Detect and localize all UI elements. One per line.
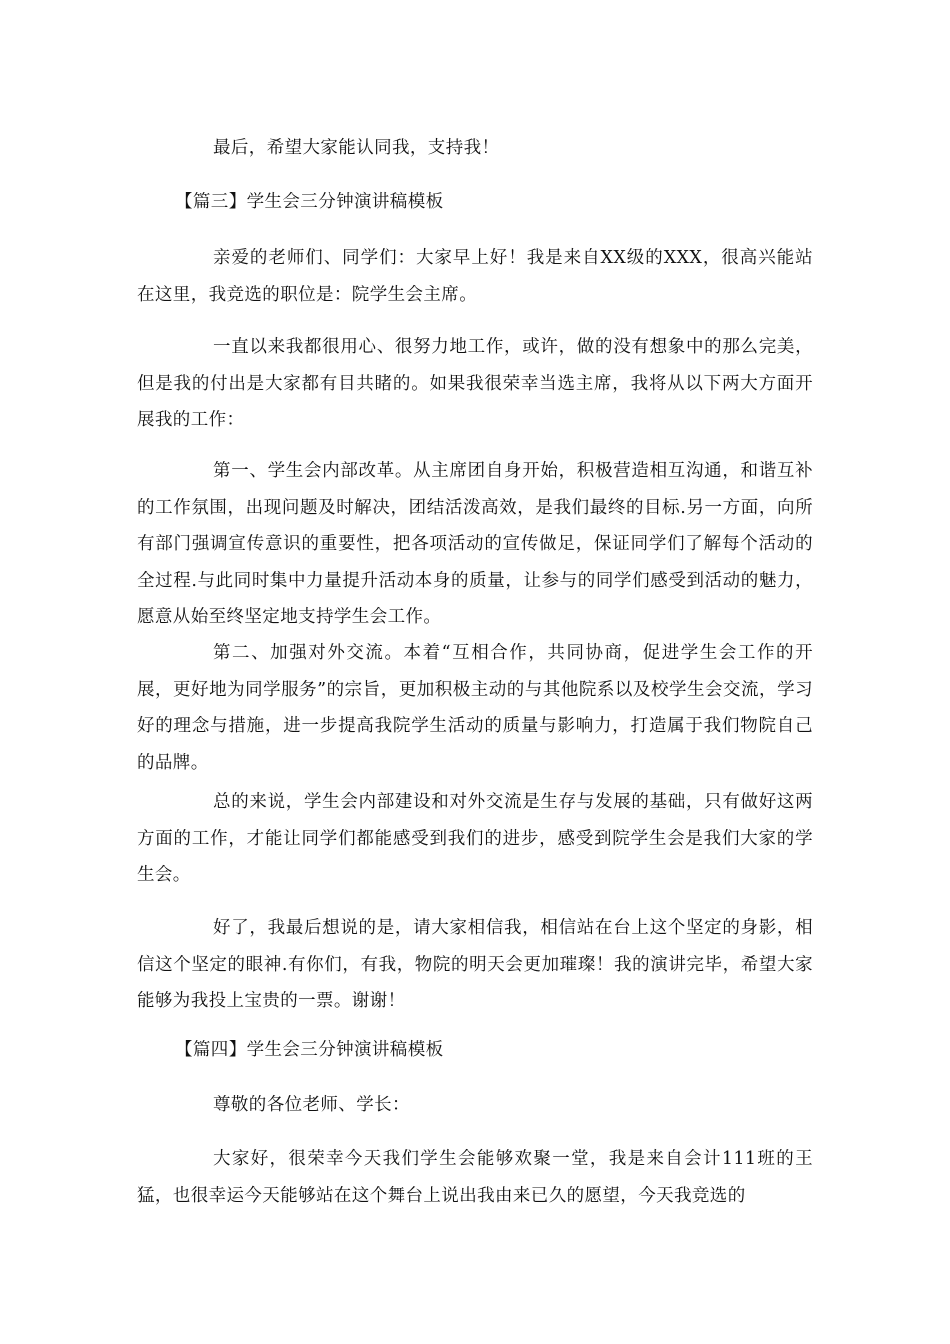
closing-paragraph-previous: 最后，希望大家能认同我，支持我！	[213, 138, 500, 158]
paragraph-salutation: 尊敬的各位老师、学长：	[213, 1095, 410, 1115]
paragraph-work-intro: 一直以来我都很用心、很努力地工作，或许，做的没有想象中的那么完美，但是我的付出是大家都有目共睹的。如果我很荣幸当选主席，我将从以下两大方面开展我的工作：	[137, 337, 813, 430]
paragraph-summary: 总的来说，学生会内部建设和对外交流是生存与发展的基础，只有做好这两方面的工作，才能让同学们都能感受到我们的进步，感受到院学生会是我们大家的学生会。	[137, 792, 813, 885]
paragraph-closing: 好了，我最后想说的是，请大家相信我，相信站在台上这个坚定的身影，相信这个坚定的眼神.有你们，有我，物院的明天会更加璀璨！我的演讲完毕，希望大家能够为我投上宝贵的一票。谢谢！	[137, 918, 813, 1011]
paragraph-greeting: 亲爱的老师们、同学们：大家早上好！我是来自XX级的XXX，很高兴能站在这里，我竞选的职位是：院学生会主席。	[137, 248, 813, 305]
paragraph-self-intro: 大家好，很荣幸今天我们学生会能够欢聚一堂，我是来自会计111班的王猛，也很幸运今天能够站在这个舞台上说出我由来已久的愿望，今天我竞选的	[137, 1149, 813, 1206]
section-heading-4: 【篇四】学生会三分钟演讲稿模板	[175, 1040, 444, 1060]
paragraph-internal-reform: 第一、学生会内部改革。从主席团自身开始，积极营造相互沟通，和谐互补的工作氛围，出现问题及时解决，团结活泼高效，是我们最终的目标.另一方面，向所有部门强调宣传意识的重要性，把各项活动的宣传做足，保证同学们了解每个活动的全过程.与此同时集中力量提升活动本身的质量，让参与的同学们感受到活动的魅力，愿意从始至终坚定地支持学生会工作。	[137, 461, 813, 627]
section-heading-3: 【篇三】学生会三分钟演讲稿模板	[175, 192, 444, 212]
paragraph-external-exchange: 第二、加强对外交流。本着“互相合作，共同协商，促进学生会工作的开展，更好地为同学服务”的宗旨，更加积极主动的与其他院系以及校学生会交流，学习好的理念与措施，进一步提高我院学生活动的质量与影响力，打造属于我们物院自己的品牌。	[137, 643, 813, 773]
